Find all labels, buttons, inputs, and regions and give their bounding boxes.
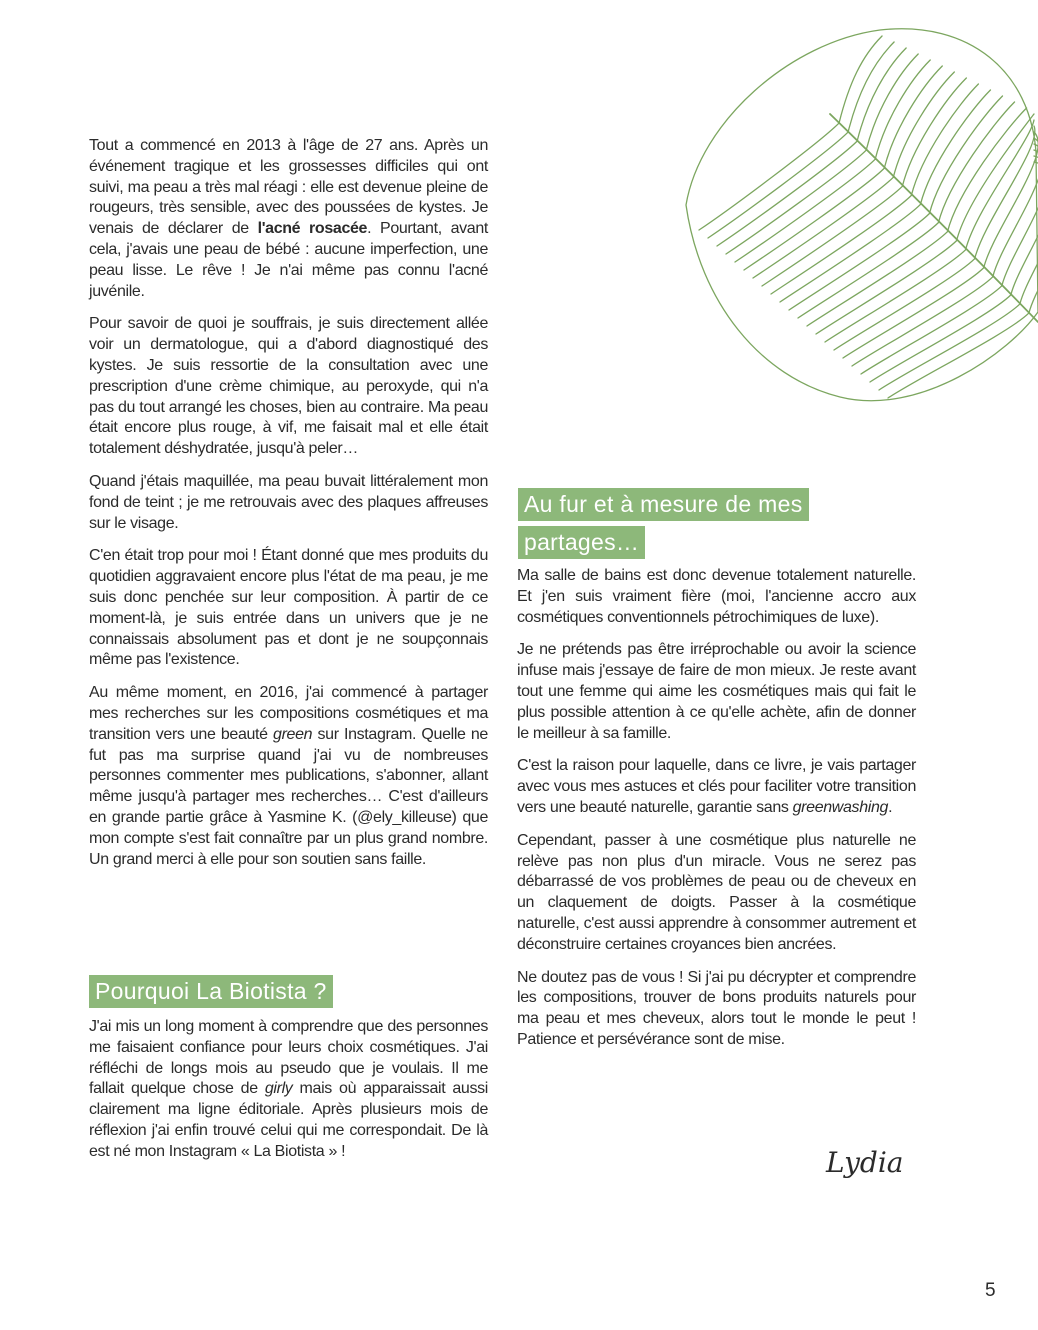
paragraph: Ne doutez pas de vous ! Si j'ai pu décrypter et comprendre les compositions, trouver de bons produits naturels pour ma peau et mes cheveux, alors tout le monde le peut ! Patience et persévérance sont de mise. [517,968,916,1048]
right-column [517,566,916,1063]
left-column-bottom [89,1017,488,1175]
paragraph: C'en était trop pour moi ! Étant donné que mes produits du quotidien aggravaient encore plus l'état de ma peau, je me suis donc penchée sur leur composition. À partir de ce moment-là, je suis entrée dans un univers que je ne connaissais absolument pas et dont je ne soupçonnais même pas l'existence. [89,547,488,669]
paragraph: Je ne prétends pas être irréprochable ou avoir la science infuse mais j'essaye de faire de mon mieux. Je reste avant tout une femme qui aime les cosmétiques mais qui fait le plus possible attention à ce qu'elle achète, afin de donner le meilleur à sa famille. [517,641,916,742]
left-column [89,136,488,882]
paragraph: Ma salle de bains est donc devenue totalement naturelle. Et j'en suis vraiment fière (moi, l'ancienne accro aux cosmétiques conventionnels pétrochimiques de luxe). [517,567,916,626]
section-heading-partages-line2: partages… [518,526,645,559]
section-heading-partages-line1: Au fur et à mesure de mes [518,488,809,521]
monstera-leaf-illustration [680,22,1038,412]
section-heading-biotista: Pourquoi La Biotista ? [89,975,333,1008]
paragraph: Tout a commencé en 2013 à l'âge de 27 ans. Après un événement tragique et les grossesses difficiles qui ont suivi, ma peau a très mal réagi : elle est devenue pleine de rougeurs, très sensible, avec des poussées de kystes. Je venais de déclarer de l'acné rosacée. Pourtant, avant cela, j'avais une peau de bébé : aucune imperfection, une peau lisse. Le rêve ! Je n'ai même pas connu l'acné juvénile. [89,137,488,300]
signature [822,1140,922,1184]
signature-text: Lydia [826,1146,904,1179]
bold-term: l'acné rosacée [257,220,368,238]
paragraph: Pour savoir de quoi je souffrais, je suis directement allée voir un dermatologue, qui a d'abord diagnostiqué des kystes. Je suis ressortie de la consultation avec une prescription d'une crème chimique, au peroxyde, qui n'a pas du tout arrangé les choses, bien au contraire. Ma peau était encore plus rouge, à vif, me faisait mal et elle était totalement déshydratée, jusqu'à peler… [89,315,488,458]
page-number: 5 [985,1280,996,1301]
paragraph: C'est la raison pour laquelle, dans ce livre, je vais partager avec vous mes astuces et clés pour faciliter votre transition vers une beauté naturelle, garantie sans greenwashing. [517,757,916,816]
paragraph: Quand j'étais maquillée, ma peau buvait littéralement mon fond de teint ; je me retrouvais avec des plaques affreuses sur le visage. [89,472,488,532]
paragraph: Cependant, passer à une cosmétique plus naturelle ne relève pas non plus d'un miracle. Vous ne serez pas débarrassé de vos problèmes de peau ou de cheveux en un claquement de doigts. Passer à la cosmétique naturelle, c'est aussi apprendre à consommer autrement et déconstruire certaines croyances bien ancrées. [517,831,916,953]
paragraph: Au même moment, en 2016, j'ai commencé à partager mes recherches sur les compositions cosmétiques et ma transition vers une beauté green sur Instagram. Quelle ne fut pas ma surprise quand j'ai vu de nombreuses personnes commenter mes publications, s'abonner, allant même jusqu'à partager mes recherches… C'est d'ailleurs en grande partie grâce à Yasmine K. (@ely_killeuse) que mon compte s'est fait connaître par un plus grand nombre. Un grand merci à elle pour son soutien sans faille. [89,684,488,868]
paragraph: J'ai mis un long moment à comprendre que des personnes me faisaient confiance pour leurs choix cosmétiques. J'ai réfléchi de longs mois au pseudo que je voulais. Il me fallait quelque chose de girly mais où apparaissait aussi clairement ma ligne éditoriale. Après plusieurs mois de réflexion j'ai enfin trouvé celui qui me correspondait. De là est né mon Instagram « La Biotista » ! [89,1018,488,1160]
